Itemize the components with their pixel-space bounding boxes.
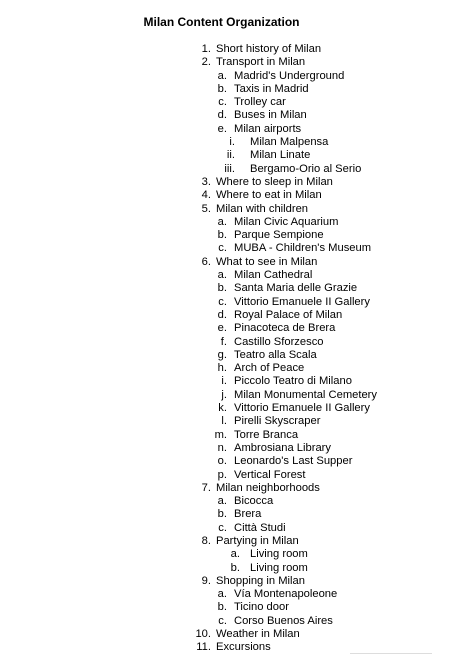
outline-item-number: 9.	[201, 574, 211, 587]
outline-item	[0, 282, 457, 295]
outline-item-number: 6.	[201, 255, 211, 268]
outline-item-number: b.	[217, 229, 227, 242]
outline-item-number: i.	[229, 136, 235, 149]
outline-item-number: c.	[218, 614, 227, 627]
outline-item-number: d.	[217, 109, 227, 122]
outline-item-number: m.	[214, 428, 227, 441]
outline-item	[0, 322, 457, 335]
outline-item	[0, 508, 457, 521]
outline-item-text: MUBA - Children's Museum	[234, 242, 372, 255]
outline-item-number: 2.	[201, 56, 211, 69]
outline-item-number: b.	[230, 561, 240, 574]
outline-item-number: c.	[218, 96, 227, 109]
outline-item-text: Arch of Peace	[234, 362, 305, 375]
outline-item-text: Brera	[234, 508, 262, 521]
outline-item	[0, 349, 457, 362]
outline-item-text: Royal Palace of Milan	[234, 308, 343, 321]
outline-item-text: Transport in Milan	[216, 56, 306, 69]
outline-item-text: Milan Cathedral	[234, 269, 313, 282]
outline-item-text: Madrid's Underground	[234, 69, 345, 82]
outline-item-number: a.	[217, 215, 227, 228]
outline-item-text: Milan Monumental Cemetery	[234, 388, 378, 401]
outline-item	[0, 389, 457, 402]
outline-item	[0, 336, 457, 349]
outline-item-number: c.	[218, 295, 227, 308]
outline-item	[0, 362, 457, 375]
outline-item	[0, 402, 457, 415]
outline-item	[0, 269, 457, 282]
outline-item	[0, 70, 457, 83]
outline-item	[0, 109, 457, 122]
outline-item-number: p.	[217, 468, 227, 481]
outline-item-text: Where to eat in Milan	[216, 189, 322, 202]
outline-item-number: b.	[217, 601, 227, 614]
outline-item	[0, 562, 457, 575]
outline-item-text: Ambrosiana Library	[234, 441, 332, 454]
outline-item-number: 8.	[201, 534, 211, 547]
outline-item	[0, 136, 457, 149]
outline-item-number: l.	[221, 415, 227, 428]
outline-item	[0, 149, 457, 162]
outline-item-number: b.	[217, 282, 227, 295]
outline-item-text: Milan Civic Aquarium	[234, 215, 339, 228]
outline-item	[0, 601, 457, 614]
outline-item-text: Corso Buenos Aires	[234, 614, 333, 627]
outline-item	[0, 469, 457, 482]
outline-item-text: Milan airports	[234, 122, 302, 135]
outline-item-number: 10.	[195, 628, 211, 641]
outline-item-text: Trolley car	[234, 96, 286, 109]
outline-item-text: Bergamo-Orio al Serio	[250, 162, 362, 175]
outline-item	[0, 455, 457, 468]
outline-item-number: i.	[221, 375, 227, 388]
outline-item-text: Teatro alla Scala	[234, 348, 317, 361]
outline-item	[0, 56, 457, 69]
outline-item-number: b.	[217, 508, 227, 521]
outline-item-number: b.	[217, 82, 227, 95]
outline-item-number: a.	[217, 69, 227, 82]
outline-item-text: Castillo Sforzesco	[234, 335, 324, 348]
outline-item	[0, 548, 457, 561]
outline-item-text: Pirelli Skyscraper	[234, 415, 321, 428]
outline-item-text: Living room	[250, 561, 308, 574]
outline-item-number: 3.	[201, 175, 211, 188]
outline-item-number: 1.	[201, 43, 211, 55]
outline-item-number: 5.	[201, 202, 211, 215]
content-outline	[0, 43, 457, 655]
outline-item	[0, 615, 457, 628]
outline-item-text: Partying in Milan	[216, 534, 299, 547]
outline-item-number: k.	[218, 402, 227, 415]
outline-item	[0, 229, 457, 242]
outline-item-text: Ticino door	[234, 601, 289, 614]
outline-item	[0, 309, 457, 322]
outline-item-text: Buses in Milan	[234, 109, 307, 122]
outline-item-text: Milan Linate	[250, 149, 311, 162]
outline-item	[0, 442, 457, 455]
outline-item	[0, 189, 457, 202]
outline-item-number: e.	[217, 322, 227, 335]
outline-item	[0, 163, 457, 176]
outline-item	[0, 375, 457, 388]
outline-item-number: o.	[217, 455, 227, 468]
outline-item-text: Milan Malpensa	[250, 136, 329, 149]
outline-item	[0, 256, 457, 269]
outline-item-number: e.	[217, 122, 227, 135]
outline-item-number: c.	[218, 521, 227, 534]
outline-item-text: Milan neighborhoods	[216, 481, 320, 494]
outline-item	[0, 429, 457, 442]
outline-item	[0, 242, 457, 255]
outline-item	[0, 522, 457, 535]
outline-item-number: a.	[217, 269, 227, 282]
outline-item-number: j.	[221, 388, 227, 401]
outline-item-text: Taxis in Madrid	[234, 82, 309, 95]
outline-item-text: Excursions	[216, 641, 271, 654]
outline-item-number: a.	[230, 548, 240, 561]
outline-item-number: f.	[220, 335, 227, 348]
outline-item	[0, 203, 457, 216]
outline-item-text: Parque Sempione	[234, 229, 324, 242]
outline-item-text: Piccolo Teatro di Milano	[234, 375, 352, 388]
outline-item	[0, 575, 457, 588]
outline-item-text: Leonardo's Last Supper	[234, 455, 353, 468]
outline-item-text: Pinacoteca de Brera	[234, 322, 336, 335]
outline-item-number: 7.	[201, 481, 211, 494]
outline-item-text: Where to sleep in Milan	[216, 175, 333, 188]
outline-item	[0, 96, 457, 109]
outline-item-text: Vía Montenapoleone	[234, 588, 338, 601]
outline-item-number: 11.	[196, 641, 211, 654]
outline-item-text: Torre Branca	[234, 428, 299, 441]
outline-item-number: h.	[217, 362, 227, 375]
outline-item-text: Weather in Milan	[216, 628, 300, 641]
outline-item	[0, 628, 457, 641]
outline-item-number: c.	[218, 242, 227, 255]
outline-item-text: Milan with children	[216, 202, 309, 215]
outline-item	[0, 43, 457, 56]
outline-item	[0, 216, 457, 229]
outline-item-number: iii.	[224, 162, 235, 175]
page-footer-mark	[350, 653, 432, 654]
outline-item	[0, 588, 457, 601]
outline-item-number: n.	[217, 441, 227, 454]
outline-item-number: g.	[217, 348, 227, 361]
outline-item-text: Vittorio Emanuele II Gallery	[234, 295, 370, 308]
outline-item-text: Short history of Milan	[216, 43, 322, 55]
outline-item-text: What to see in Milan	[216, 255, 318, 268]
outline-item	[0, 296, 457, 309]
outline-item-number: ii.	[226, 149, 235, 162]
outline-item	[0, 482, 457, 495]
outline-item	[0, 176, 457, 189]
outline-item-text: Vittorio Emanuele II Gallery	[234, 402, 370, 415]
outline-item-text: Città Studi	[234, 521, 286, 534]
outline-item-number: 4.	[201, 189, 211, 202]
outline-item-text: Vertical Forest	[234, 468, 306, 481]
outline-item-number: d.	[217, 308, 227, 321]
outline-item	[0, 535, 457, 548]
outline-item-number: a.	[217, 588, 227, 601]
outline-item	[0, 495, 457, 508]
outline-item	[0, 123, 457, 136]
outline-item-text: Shopping in Milan	[216, 574, 305, 587]
outline-item	[0, 83, 457, 96]
outline-item-text: Santa Maria delle Grazie	[234, 282, 358, 295]
outline-item-text: Living room	[250, 548, 308, 561]
outline-item-number: a.	[217, 495, 227, 508]
page-title: Milan Content Organization	[143, 15, 300, 29]
outline-item	[0, 415, 457, 428]
outline-item-text: Bicocca	[234, 495, 274, 508]
